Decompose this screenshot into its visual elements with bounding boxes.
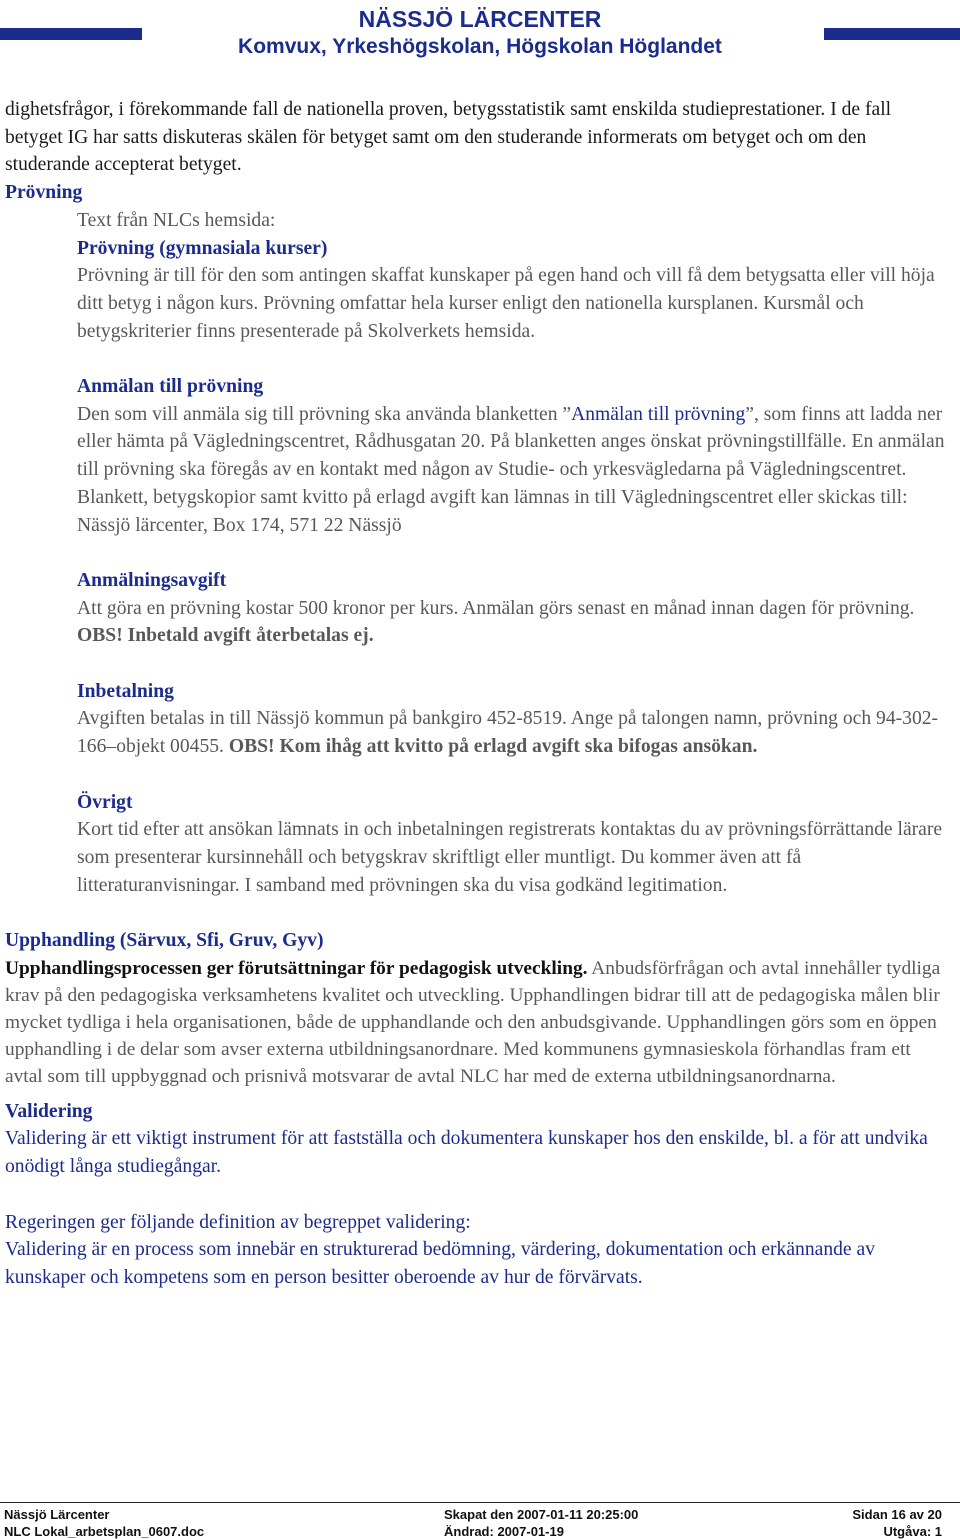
upphandling-lead: Upphandlingsprocessen ger förutsättningar för pedagogisk utveckling. xyxy=(5,957,588,979)
definition-intro: Regeringen ger följande definition av begreppet validering: xyxy=(5,1211,471,1233)
validering-paragraph: Validering är ett viktigt instrument för att fastställa och dokumentera kunskaper hos den enskilde, bl. a för att undvika onödigt långa studiegångar. xyxy=(5,1128,928,1178)
footer-page: Sidan 16 av 20 xyxy=(852,1507,942,1522)
footer-edition: Utgåva: 1 xyxy=(883,1524,942,1539)
footer-changed: Ändrad: 2007-01-19 xyxy=(444,1524,564,1539)
source-note: Text från NLCs hemsida: xyxy=(77,209,276,231)
page-footer xyxy=(0,1502,960,1539)
upphandling-paragraph: Upphandlingsprocessen ger förutsättningar för pedagogisk utveckling. Anbudsförfrågan och avtal innehåller tydliga krav på den pedagogiska verksamhetens kvalitet och utveckling. Upphandlingen bidrar till att de pedagogiska målen blir mycket tydliga i hela organisationen, både de upphandlande och den anbudsgivande. Upphandlingen görs som en öppen upphandling i de delar som avser externa utbildningsanordnare. Med kommunens gymnasieskola förhandlas fram ett avtal som till uppbyggnad och prisnivå motsvarar de avtal NLC har med de externa utbildningsanordnarna. xyxy=(5,957,941,1087)
inbetalning-notice: OBS! Kom ihåg att kvitto på erlagd avgift ska bifogas ansökan. xyxy=(228,736,758,758)
anmalan-paragraph: Den som vill anmäla sig till prövning ska använda blanketten ”Anmälan till prövning”, som finns att ladda ner eller hämta på Vägledningscentret, Rådhusgatan 20. På blanketten anges önskat prövningstillfälle. En anmälan till prövning ska föregås av en kontakt med någon av Studie- och yrkesvägledarna på Vägledningscentret. Blankett, betygskopior samt kvitto på erlagd avgift kan lämnas in till Vägledningscentret eller skickas till: Nässjö lärcenter, Box 174, 571 22 Nässjö xyxy=(77,403,945,536)
avgift-notice: OBS! Inbetald avgift återbetalas ej. xyxy=(77,625,374,647)
footer-org: Nässjö Lärcenter xyxy=(4,1507,110,1522)
ovrigt-paragraph: Kort tid efter att ansökan lämnats in och inbetalningen registrerats kontaktas du av prövningsförrättande lärare som presenterar kursinnehåll och betygskrav skriftligt eller muntligt. Du kommer även att få litteraturanvisningar. I samband med prövningen ska du visa godkänd legitimation. xyxy=(77,819,943,896)
heading-ovrigt: Övrigt xyxy=(77,791,133,813)
document-body xyxy=(5,96,951,1292)
section-heading-provning: Prövning xyxy=(5,182,83,204)
heading-inbetalning: Inbetalning xyxy=(77,680,174,702)
page-header xyxy=(0,0,960,70)
intro-paragraph: dighetsfrågor, i förekommande fall de nationella proven, betygsstatistik samt enskilda studieprestationer. I de fall betyget IG har satts diskuteras skälen för betyget samt om den studerande informerats om betyget och om den studerande accepterat betyget. xyxy=(5,99,892,176)
heading-anmalan: Anmälan till prövning xyxy=(77,376,264,398)
subheading-gymnasiala: Prövning (gymnasiala kurser) xyxy=(77,237,328,259)
section-heading-upphandling: Upphandling (Särvux, Sfi, Gruv, Gyv) xyxy=(5,930,324,952)
avgift-paragraph: Att göra en prövning kostar 500 kronor per kurs. Anmälan görs senast en månad innan dagen för prövning. OBS! Inbetald avgift återbetalas ej. xyxy=(77,597,915,647)
provning-block xyxy=(5,207,951,900)
section-heading-validering: Validering xyxy=(5,1100,93,1122)
header-title: NÄSSJÖ LÄRCENTER xyxy=(358,6,602,32)
footer-file: NLC Lokal_arbetsplan_0607.doc xyxy=(4,1524,205,1539)
header-subtitle: Komvux, Yrkeshögskolan, Högskolan Höglandet xyxy=(238,35,722,58)
anmalan-form-link[interactable]: Anmälan till prövning xyxy=(571,403,746,425)
heading-anmalningsavgift: Anmälningsavgift xyxy=(77,569,227,591)
provning-paragraph: Prövning är till för den som antingen skaffat kunskaper på egen hand och vill få dem betygsatta eller vill höja ditt betyg i någon kurs. Prövning omfattar hela kurser enligt den nationella kursplanen. Kursmål och betygskriterier finns presenterade på Skolverkets hemsida. xyxy=(77,265,935,342)
footer-created: Skapat den 2007-01-11 20:25:00 xyxy=(444,1507,639,1522)
inbetalning-paragraph: Avgiften betalas in till Nässjö kommun på bankgiro 452-8519. Ange på talongen namn, prövning och 94-302-166–objekt 00455. OBS! Kom ihåg att kvitto på erlagd avgift ska bifogas ansökan. xyxy=(77,708,939,758)
definition-paragraph: Validering är en process som innebär en strukturerad bedömning, värdering, dokumentation och erkännande av kunskaper och kompetens som en person besitter oberoende av hur de förvärvats. xyxy=(5,1239,876,1288)
